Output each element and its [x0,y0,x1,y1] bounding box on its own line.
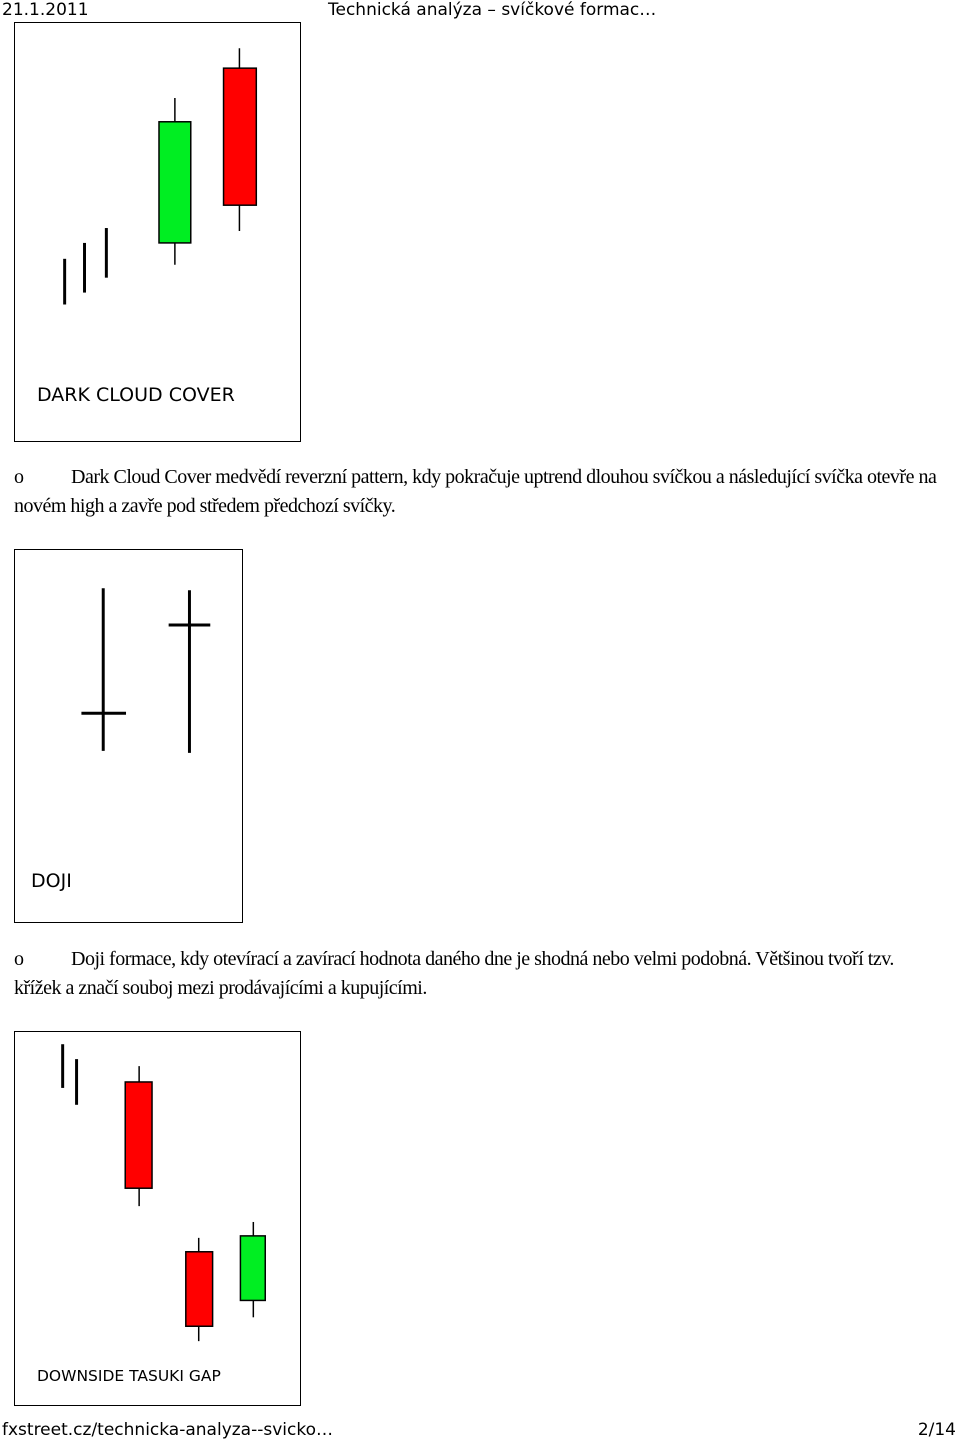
header-date: 21.1.2011 [2,0,89,20]
paragraph-text: Doji formace, kdy otevírací a zavírací hodnota daného dne je shodná nebo velmi podobná. Většinou tvoří tzv. křížek a značí souboj mezi prodávajícími a kupujícími. [14,948,894,999]
doji-chart [15,550,242,922]
paragraph-dark-cloud-cover [14,463,944,520]
footer-url: fxstreet.cz/technicka-analyza--svicko… [2,1420,333,1440]
doji-figure [14,549,243,923]
downside-tasuki-gap-figure [14,1031,301,1406]
header-title: Technická analýza – svíčkové formac… [328,0,657,20]
downside-tasuki-gap-chart [15,1032,300,1405]
figure-label: DOJI [31,870,72,892]
bullish-candle-body [240,1236,265,1301]
footer-page-number: 2/14 [917,1420,956,1440]
bearish-candle-1-body [125,1082,152,1188]
figure-label: DOWNSIDE TASUKI GAP [37,1367,221,1385]
bullet: o [14,948,24,970]
bullish-candle-body [159,122,191,243]
bearish-candle-2-body [186,1252,213,1326]
bullet: o [14,466,24,488]
paragraph-text: Dark Cloud Cover medvědí reverzní pattern, kdy pokračuje uptrend dlouhou svíčkou a následující svíčka otevře na novém high a zavře pod středem předchozí svíčky. [14,466,937,517]
figure-label: DARK CLOUD COVER [37,384,235,406]
dark-cloud-cover-figure [14,22,301,442]
dark-cloud-cover-chart [15,23,300,441]
paragraph-doji [14,945,944,1002]
bearish-candle-body [224,68,257,205]
